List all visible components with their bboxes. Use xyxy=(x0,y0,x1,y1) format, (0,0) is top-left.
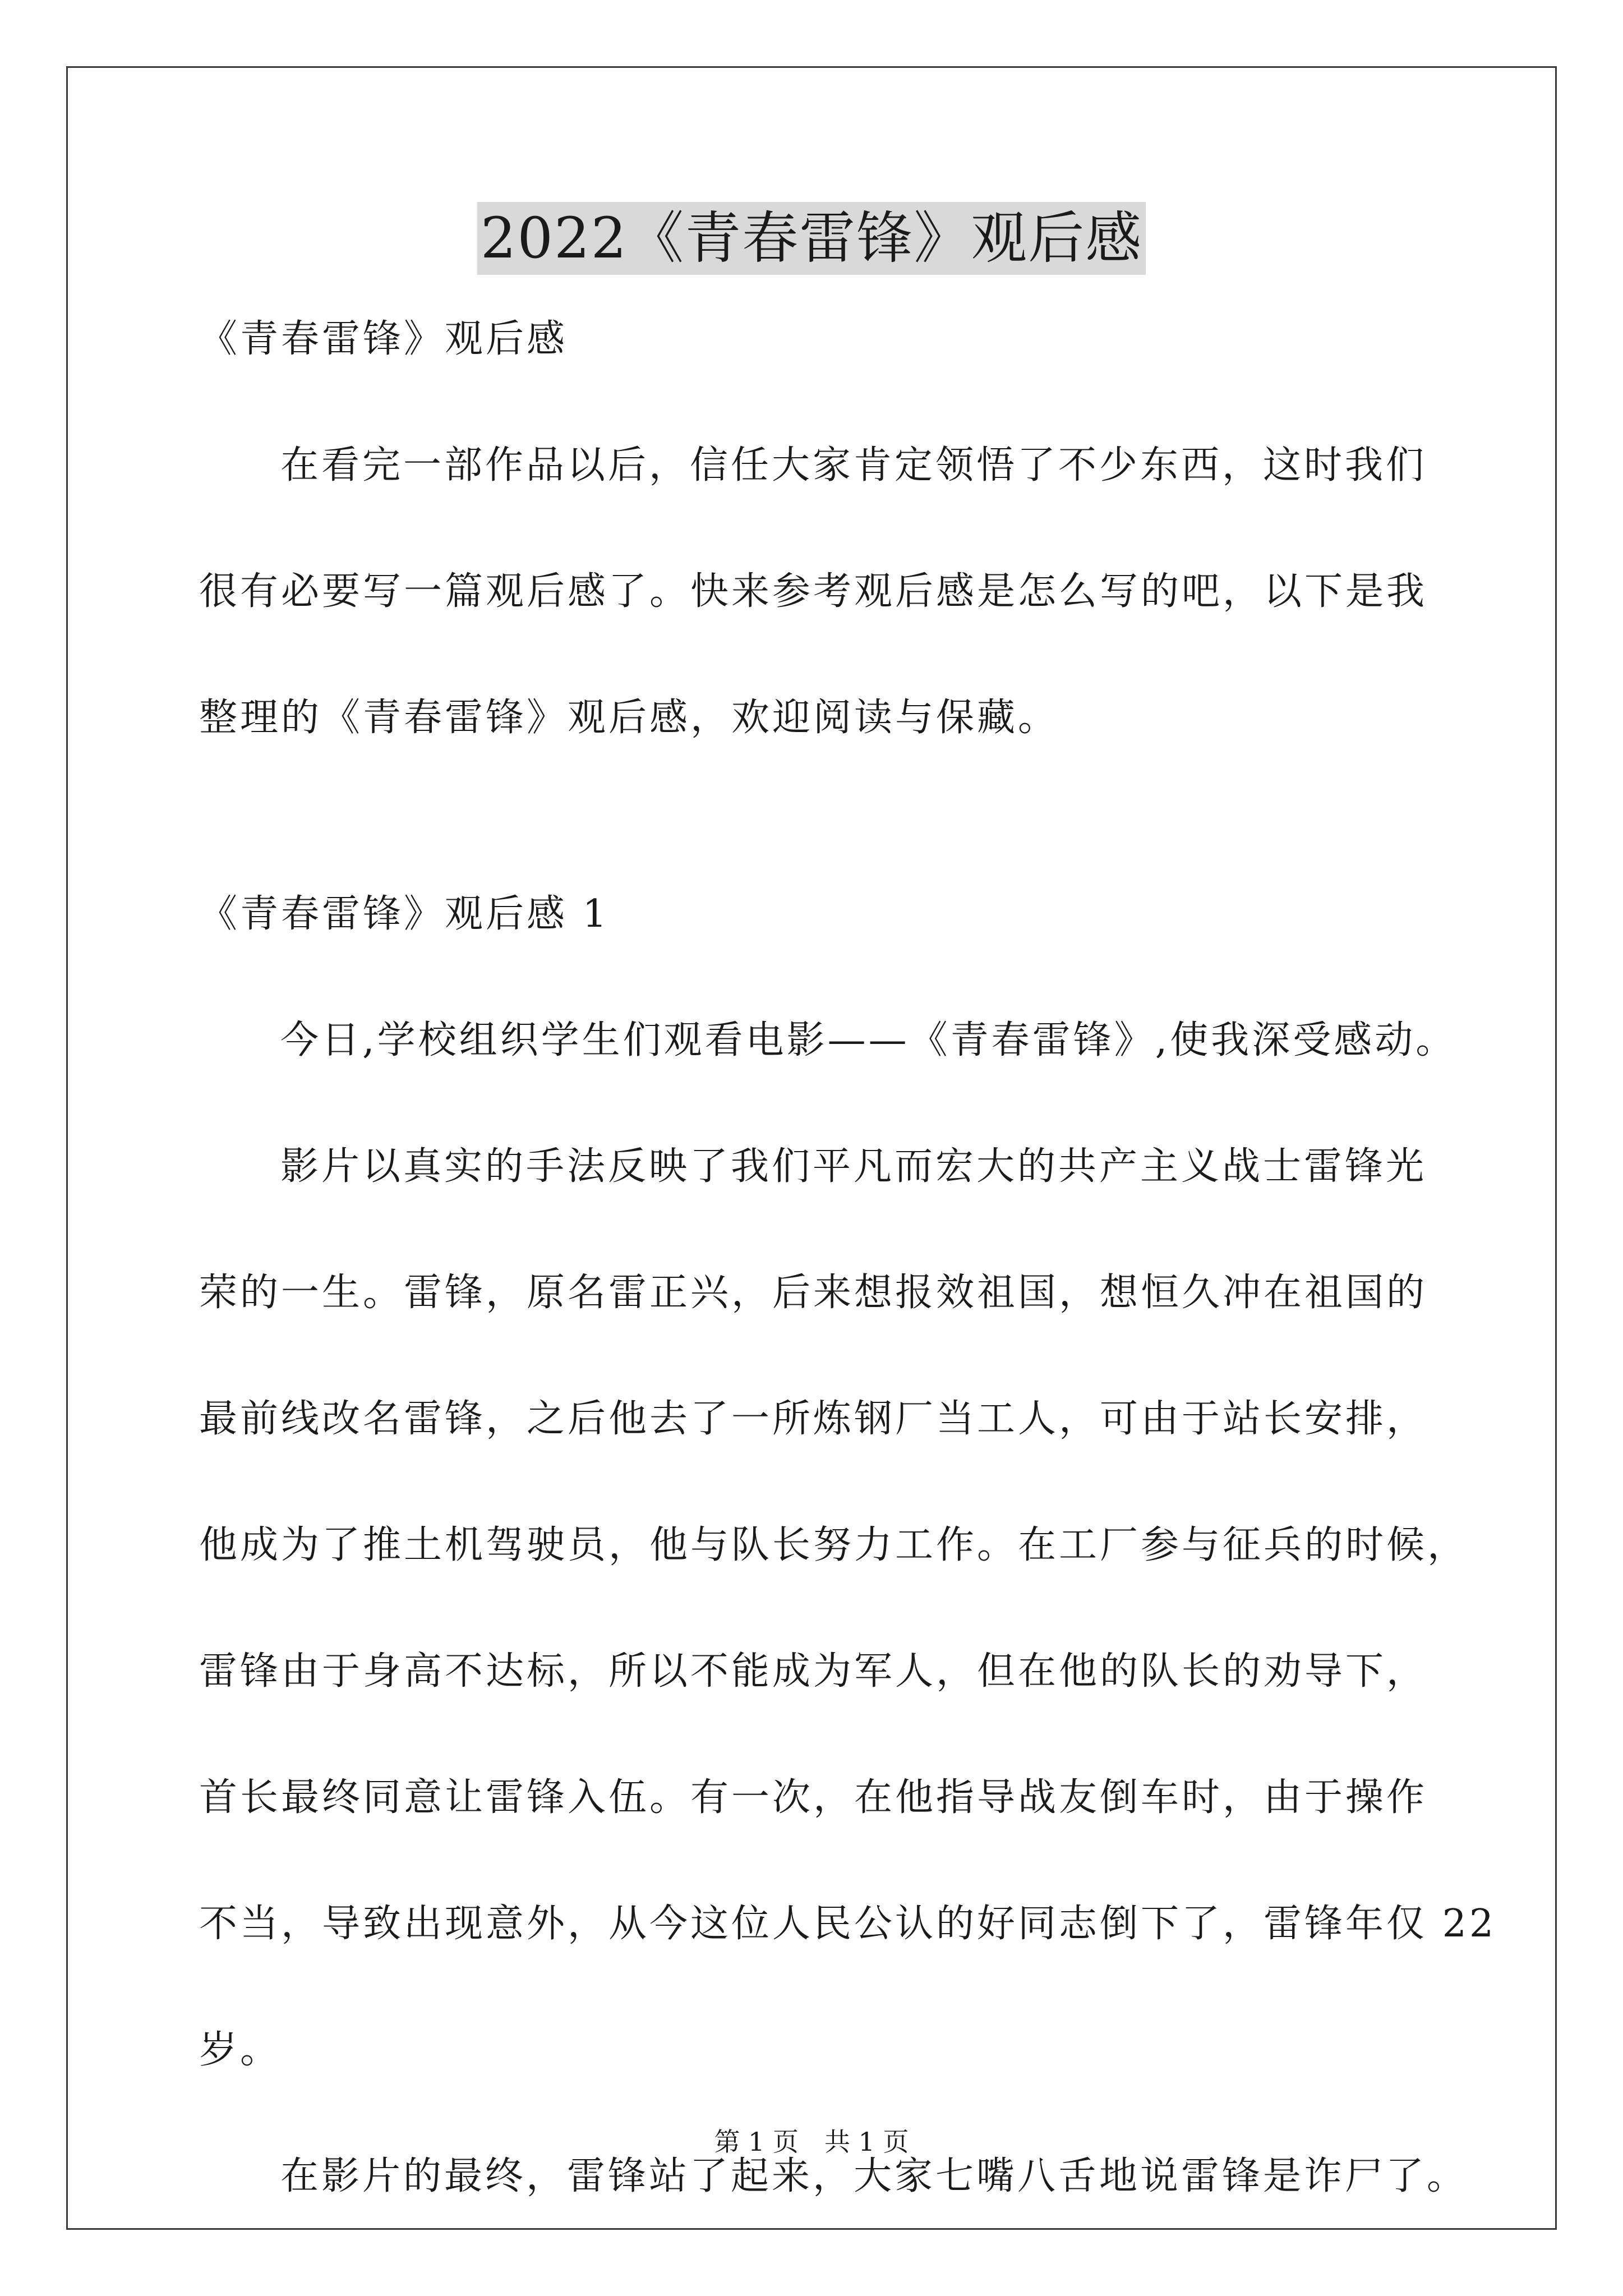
page-number: 第 1 页 共 1 页 xyxy=(714,2127,909,2157)
paragraph-line: 在影片的最终，雷锋站了起来，大家七嘴八舌地说雷锋是诈尸了。 xyxy=(280,2154,1468,2198)
paragraph-line: 荣的一生。雷锋，原名雷正兴，后来想报效祖国，想恒久冲在祖国的 xyxy=(199,1271,1428,1315)
document-title: 2022《青春雷锋》观后感 xyxy=(477,202,1146,275)
paragraph-line: 首长最终同意让雷锋入伍。有一次，在他指导战友倒车时，由于操作 xyxy=(199,1775,1428,1820)
paragraph-line: 最前线改名雷锋，之后他去了一所炼钢厂当工人，可由于站长安排， xyxy=(199,1397,1428,1441)
section-heading: 《青春雷锋》观后感 1 xyxy=(199,892,610,936)
paragraph-line: 影片以真实的手法反映了我们平凡而宏大的共产主义战士雷锋光 xyxy=(280,1144,1427,1189)
section-heading: 《青春雷锋》观后感 xyxy=(199,317,568,361)
paragraph-line: 岁。 xyxy=(199,2028,282,2072)
paragraph-line: 很有必要写一篇观后感了。快来参考观后感是怎么写的吧，以下是我 xyxy=(199,569,1428,614)
paragraph-line: 雷锋由于身高不达标，所以不能成为军人，但在他的队长的劝导下， xyxy=(199,1649,1428,1694)
paragraph-line: 在看完一部作品以后，信任大家肯定领悟了不少东西，这时我们 xyxy=(280,443,1427,487)
paragraph-line: 他成为了推土机驾驶员，他与队长努力工作。在工厂参与征兵的时候， xyxy=(199,1523,1469,1567)
paragraph-line: 今日,学校组织学生们观看电影——《青春雷锋》,使我深受感动。 xyxy=(280,1018,1457,1062)
paragraph-line: 整理的《青春雷锋》观后感，欢迎阅读与保藏。 xyxy=(199,696,1059,740)
title-block xyxy=(0,202,1623,275)
paragraph-line: 不当，导致出现意外，从今这位人民公认的好同志倒下了，雷锋年仅 22 xyxy=(199,1902,1497,1946)
